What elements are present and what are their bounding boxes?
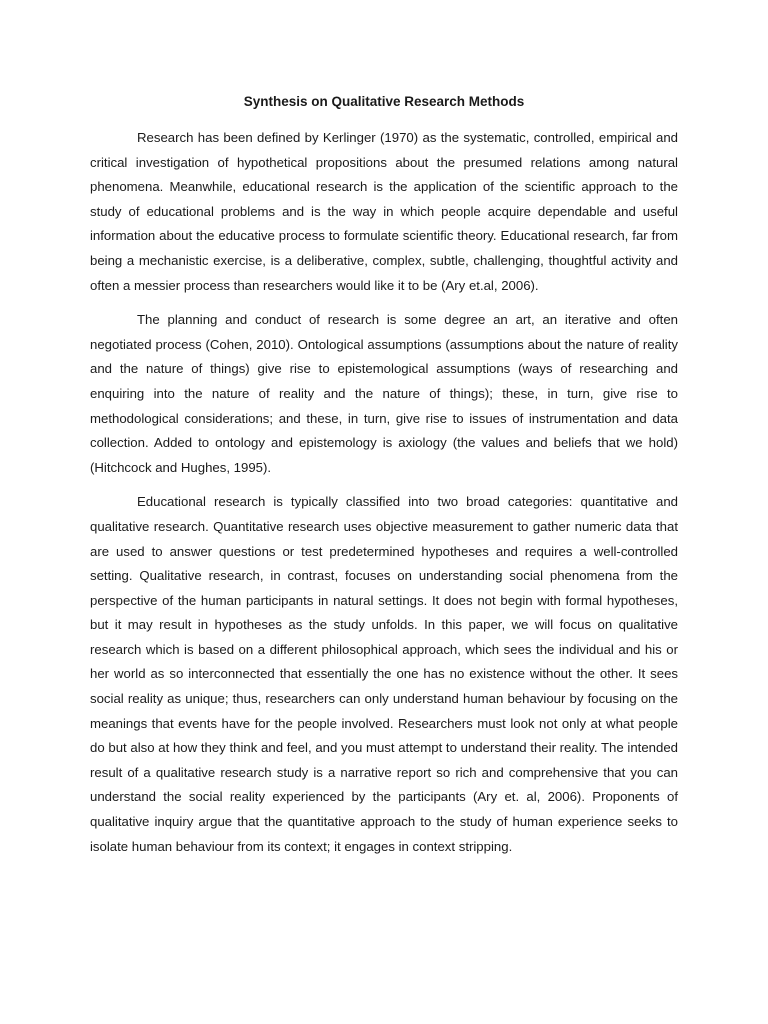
paragraph-2: The planning and conduct of research is some degree an art, an iterative and often negotiated process (Cohen, 2010). Ontological assumptions (assumptions about the nature of reality and the nature of things) give rise to epistemological assumptions (ways of researching and enquiring into the nature of reality and the nature of things); these, in turn, give rise to methodological considerations; and these, in turn, give rise to issues of instrumentation and data collection. Added to ontology and epistemology is axiology (the values and beliefs that we hold) (Hitchcock and Hughes, 1995).	[90, 312, 678, 475]
paragraph-3: Educational research is typically classified into two broad categories: quantitative and qualitative research. Quantitative research uses objective measurement to gather numeric data that are used to answer questions or test predetermined hypotheses and requires a well-controlled setting. Qualitative research, in contrast, focuses on understanding social phenomena from the perspective of the human participants in natural settings. It does not begin with formal hypotheses, but it may result in hypotheses as the study unfolds. In this paper, we will focus on qualitative research which is based on a different philosophical approach, which sees the individual and his or her world as so interconnected that essentially the one has no existence without the other. It sees social reality as unique; thus, researchers can only understand human behaviour by focusing on the meanings that events have for the people involved. Researchers must look not only at what people do but also at how they think and feel, and you must attempt to understand their reality. The intended result of a qualitative research study is a narrative report so rich and comprehensive that you can understand the social reality experienced by the participants (Ary et. al, 2006). Proponents of qualitative inquiry argue that the quantitative approach to the study of human experience seeks to isolate human behaviour from its context; it engages in context stripping.	[90, 494, 678, 854]
document-title: Synthesis on Qualitative Research Methods	[243, 94, 525, 109]
document-body	[90, 126, 678, 869]
paragraph-1: Research has been defined by Kerlinger (1970) as the systematic, controlled, empirical and critical investigation of hypothetical propositions about the presumed relations among natural phenomena. Meanwhile, educational research is the application of the scientific approach to the study of educational problems and is the way in which people acquire dependable and useful information about the educative process to formulate scientific theory. Educational research, far from being a mechanistic exercise, is a deliberative, complex, subtle, challenging, thoughtful activity and often a messier process than researchers would like it to be (Ary et.al, 2006).	[90, 130, 678, 293]
